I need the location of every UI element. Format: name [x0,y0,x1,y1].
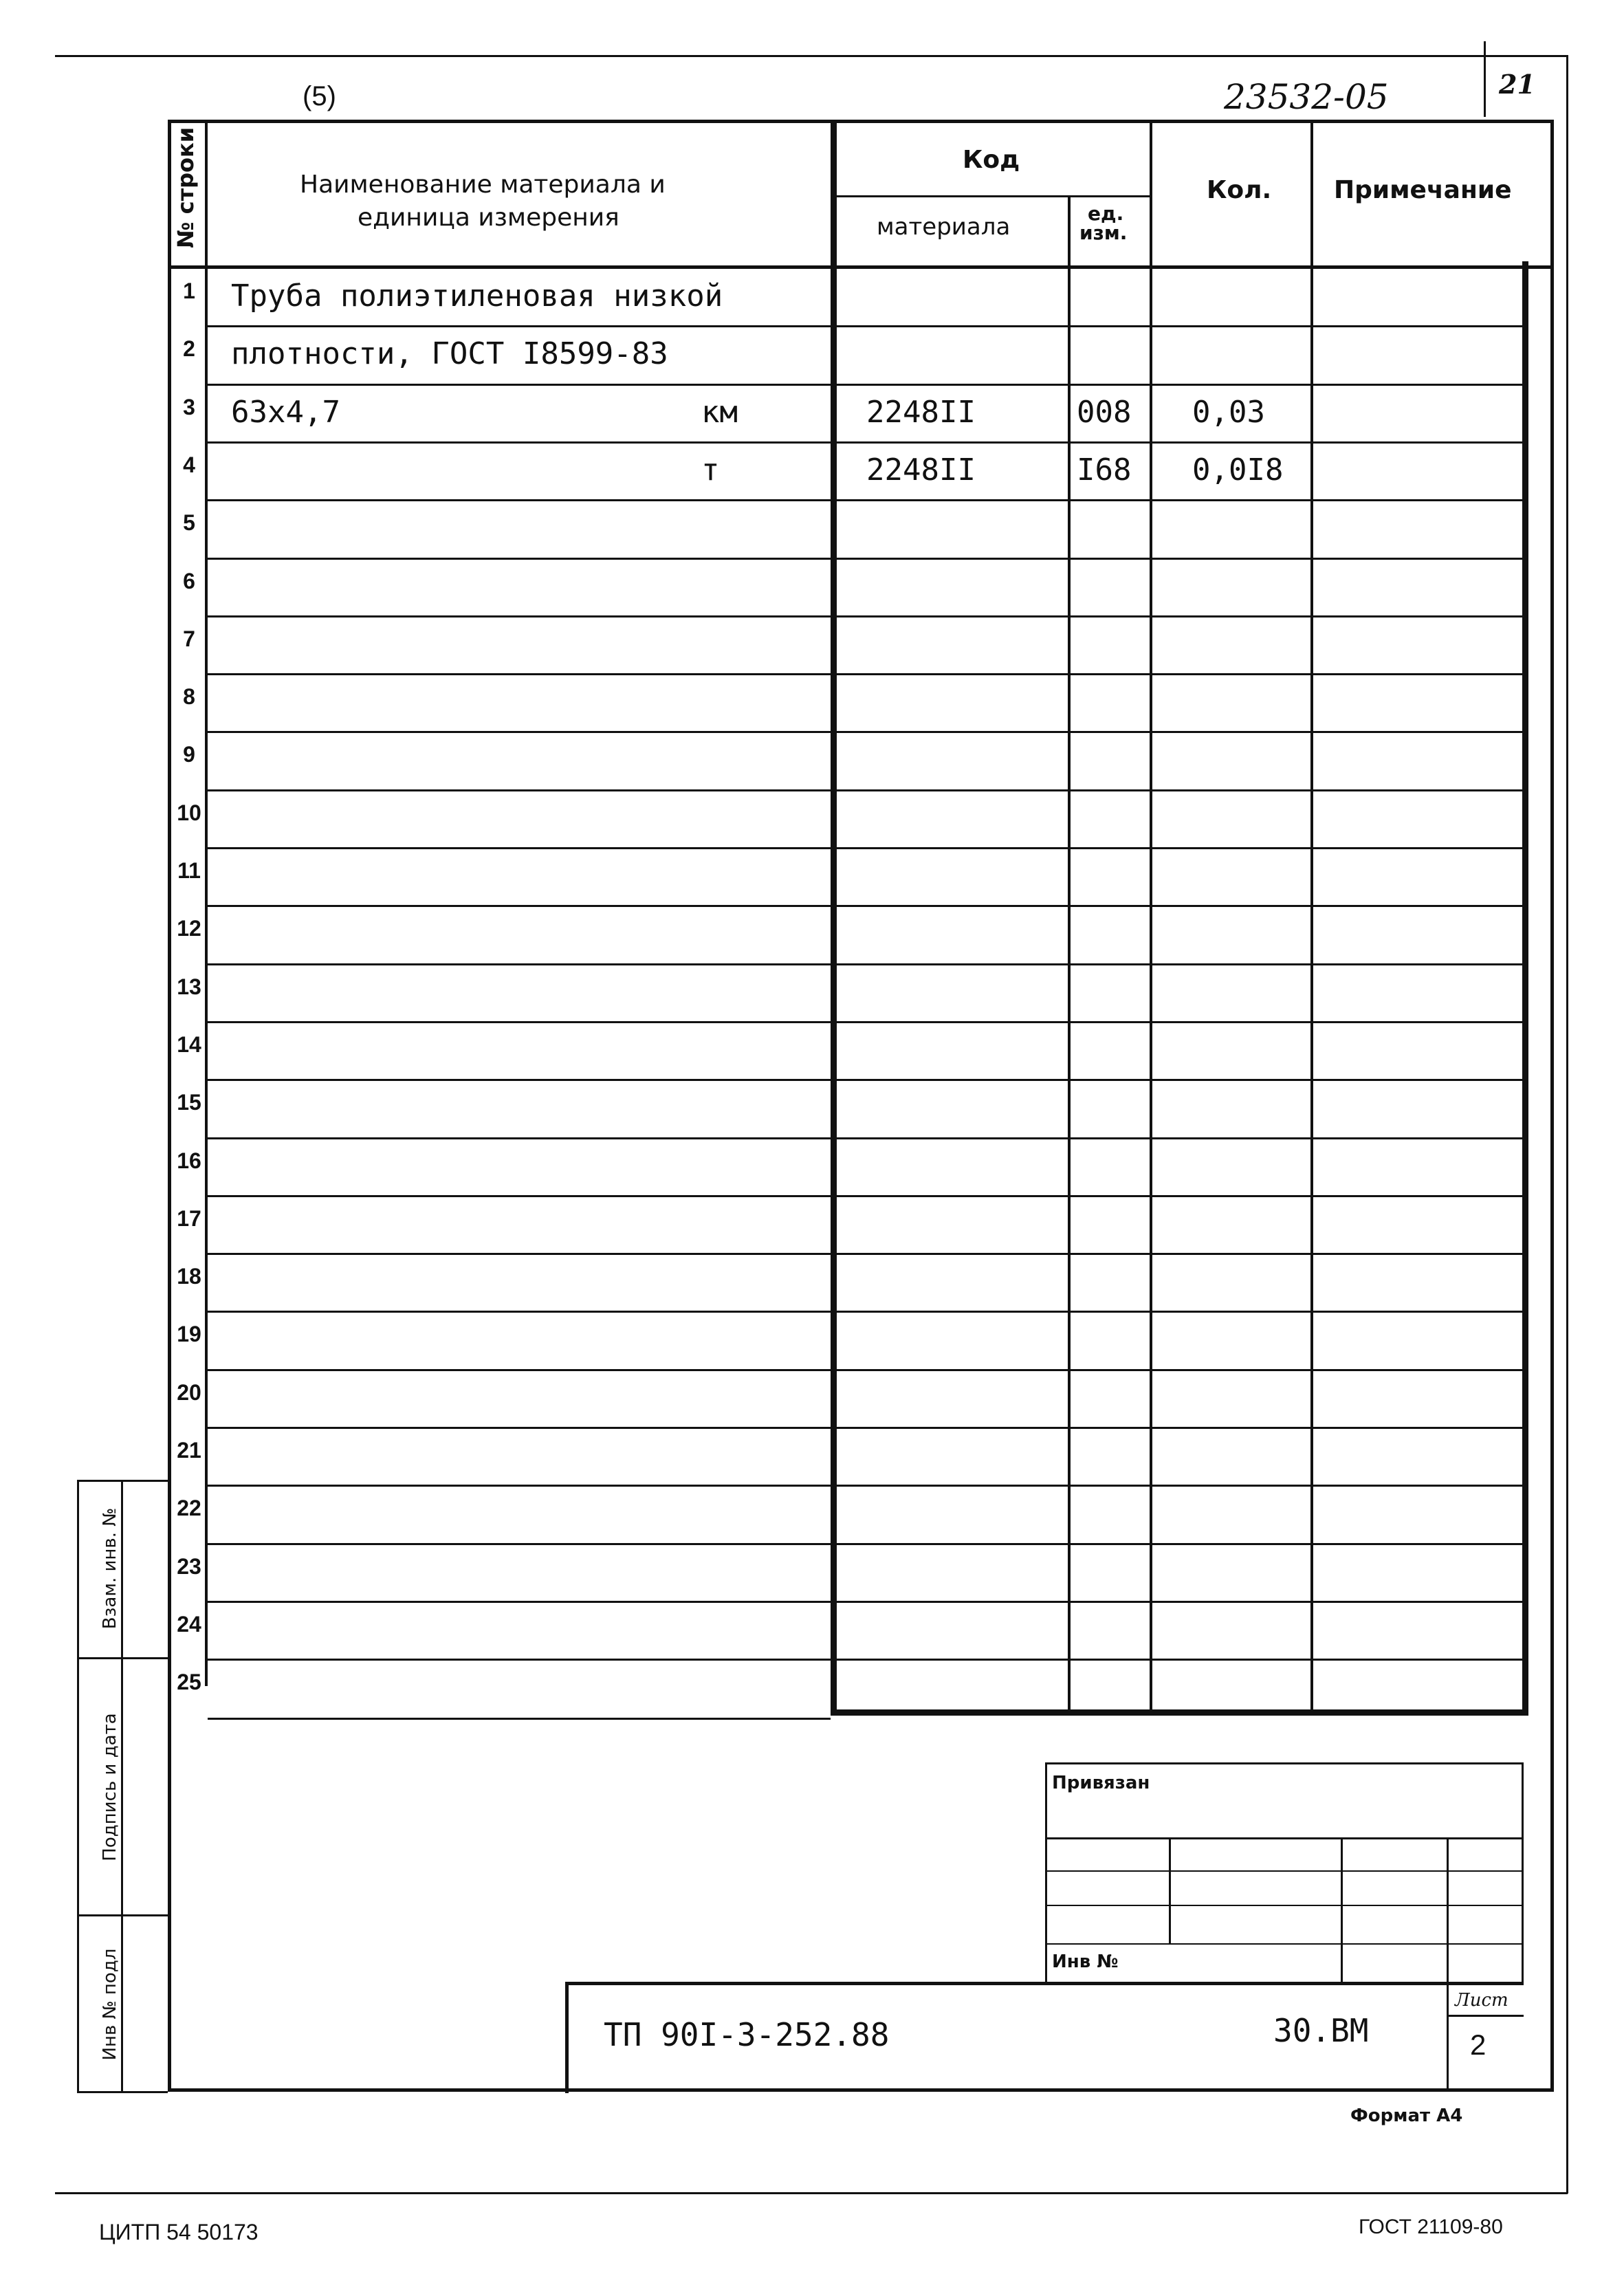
row-name: плотности, ГОСТ I8599-83 [231,336,668,371]
row-unit-code: I68 [1077,452,1132,488]
table-row-rule [208,1659,1524,1661]
header-bottom-rule [168,265,1554,269]
row-unit: км [701,395,738,430]
row-number: 23 [177,1554,201,1579]
format-label: Формат А4 [1350,2106,1463,2126]
privyazan-frame [1045,1762,1524,1982]
sheet-label-rule [1447,2015,1524,2017]
row-number: 3 [183,395,195,419]
side-vzam-inv: Взам. инв. № [100,1507,120,1630]
row-number: 21 [177,1438,201,1463]
stamp-top-rule [565,1982,1524,1985]
table-row-rule [208,499,1524,501]
row-number: 22 [177,1496,201,1520]
row-number: 12 [177,916,201,941]
table-row-rule [208,673,1524,675]
side-stamp-divider [121,1480,123,2093]
table-row-rule [208,441,1524,444]
corner-number: (5) [303,81,336,111]
header-code-unit1: ед. [1088,202,1124,225]
table-row-rule [208,1427,1524,1429]
stamp-left-rule [565,1982,569,2093]
inv-no-label: Инв № [1052,1952,1119,1972]
header-code-material: материала [877,213,1011,241]
col-rowno [205,120,208,1686]
row-number: 24 [177,1612,201,1637]
row-number: 9 [183,742,195,767]
row-number: 1 [183,278,195,303]
row-number: 4 [183,452,195,477]
table-row-rule [208,1485,1524,1487]
privyazan-right [1522,1762,1524,1982]
table-row-rule [208,1601,1524,1603]
bottom-rule [55,2192,1568,2194]
row-number: 11 [177,858,201,883]
footer-left: ЦИТП 54 50173 [99,2220,259,2244]
row-number: 18 [177,1264,201,1289]
page-number-divider [1484,41,1486,117]
side-inv-podl: Инв № подл [100,1948,120,2061]
col-right-thick [1522,261,1528,1714]
side-podpis-data: Подпись и дата [100,1713,120,1861]
right-edge [1566,55,1568,2194]
row-number: 7 [183,626,195,651]
row-unit-code: 008 [1077,395,1132,430]
footer-right: ГОСТ 21109-80 [1359,2216,1503,2238]
row-number: 8 [183,684,195,709]
row-number: 25 [177,1670,201,1694]
row-code: 2248II [866,452,976,488]
side-stamp-rule2 [77,1914,168,1916]
row-code: 2248II [866,395,976,430]
table-row-rule [208,1369,1524,1371]
table-row-rule [208,789,1524,791]
row-number: 2 [183,336,195,361]
privyazan-col2 [1341,1837,1343,1982]
table-row-rule [208,1311,1524,1313]
row-qty: 0,03 [1192,395,1265,430]
header-code-unit2: изм. [1079,221,1128,244]
row-number: 19 [177,1322,201,1346]
code-subheader-rule [833,195,1152,197]
top-rule [55,55,1568,57]
header-code: Код [963,146,1020,174]
row-number: 13 [177,974,201,999]
row-number: 10 [177,800,201,825]
header-note: Примечание [1334,176,1512,204]
table-row-rule [208,1253,1524,1255]
row-name: Труба полиэтиленовая низкой [231,278,723,314]
row-number: 6 [183,569,195,593]
table-row-rule [208,1021,1524,1023]
header-name-line1: Наименование материала и [300,171,666,199]
table-row-rule [208,1543,1524,1545]
table-row-rule [208,847,1524,849]
table-row-rule [208,1079,1524,1081]
row-number: 17 [177,1206,201,1231]
row-unit: т [701,452,720,488]
table-row-rule [208,731,1524,733]
table-bottom-rule [831,1709,1528,1716]
privyazan-label: Привязан [1052,1773,1150,1793]
table-row-rule [208,1195,1524,1197]
col-qty [1150,120,1152,1714]
row-number: 16 [177,1148,201,1173]
table-row-rule [208,384,1524,386]
side-stamp-rule1 [77,1657,168,1659]
row-qty: 0,0I8 [1192,452,1284,488]
page-number: 21 [1499,69,1535,100]
table-row-rule [208,325,1524,327]
col-note [1310,120,1313,1714]
sheet-number: 2 [1470,2029,1486,2061]
table-end-rule [208,1718,831,1720]
privyazan-row3 [1045,1905,1524,1906]
row-number: 15 [177,1090,201,1115]
privyazan-row2 [1045,1870,1524,1872]
header-qty: Кол. [1207,176,1272,204]
header-row-no: № строки [173,127,199,248]
table-row-rule [208,963,1524,965]
row-number: 20 [177,1380,201,1405]
col-code [831,120,837,1714]
header-name-line2: единица измерения [358,204,619,232]
privyazan-col1 [1169,1837,1171,1945]
sheet-label: Лист [1455,1990,1508,2011]
row-name: 63x4,7 [231,395,340,430]
table-row-rule [208,1137,1524,1139]
table-row-rule [208,615,1524,617]
privyazan-row1 [1045,1837,1524,1839]
privyazan-col3 [1447,1837,1449,2092]
table-row-rule [208,905,1524,907]
row-number: 5 [183,510,195,535]
privyazan-row4 [1045,1943,1524,1945]
row-number: 14 [177,1032,201,1057]
table-row-rule [208,558,1524,560]
document-number: 23532-05 [1224,77,1389,117]
sheet-code: 30.ВМ [1273,2012,1369,2049]
doc-code: ТП 90I-3-252.88 [604,2016,890,2053]
